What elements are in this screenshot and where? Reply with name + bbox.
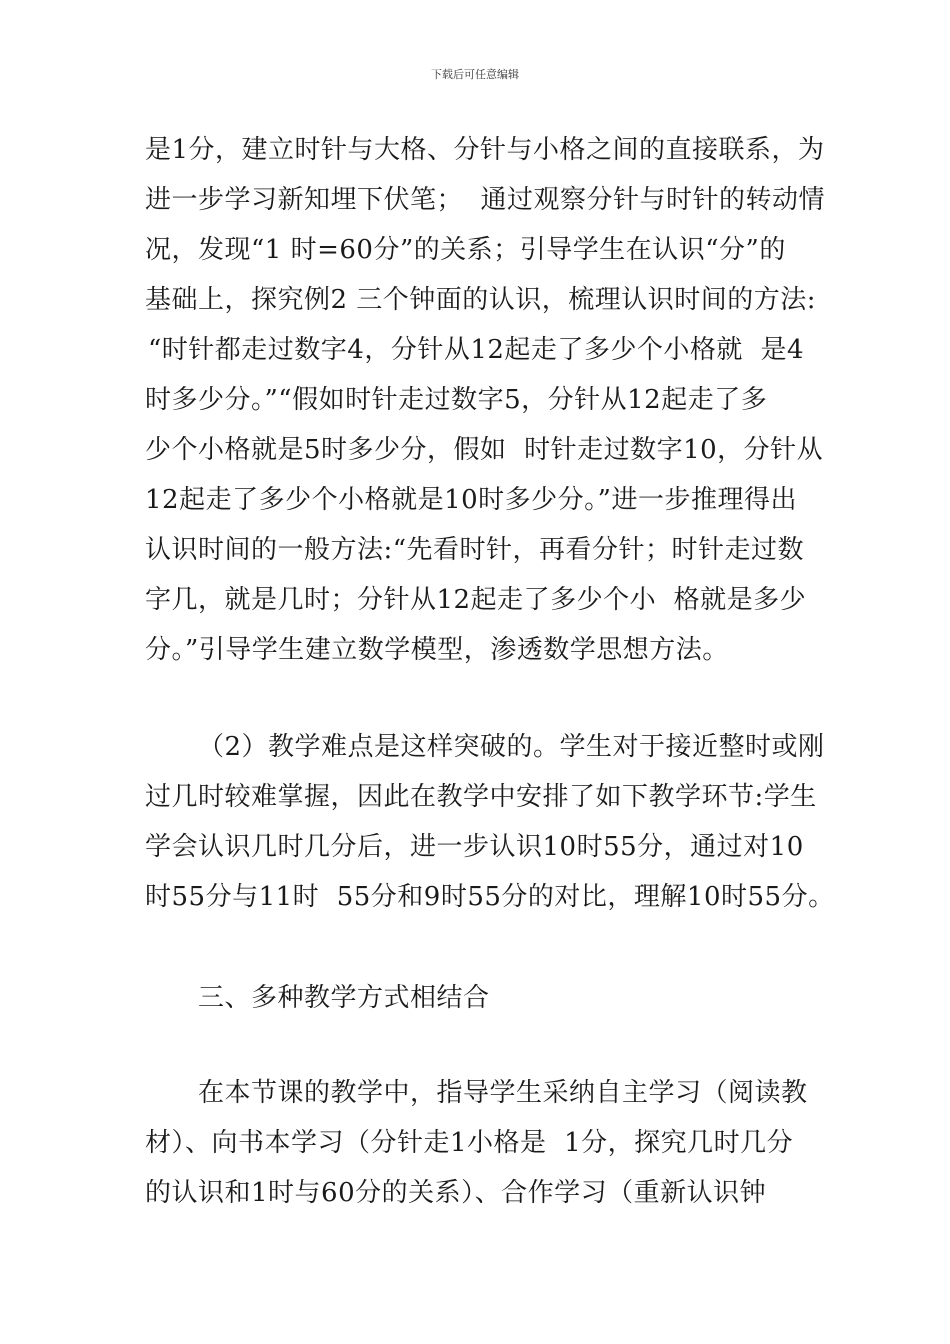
text-line: “时针都走过数字4，分针从12起走了多少个小格就 是4 — [148, 335, 804, 365]
text-line: 少个小格就是5时多少分，假如 时针走过数字10，分针从 — [145, 435, 824, 465]
text-line: 是1分，建立时针与大格、分针与小格之间的直接联系，为 — [145, 135, 825, 165]
text-line: 进一步学习新知埋下伏笔； 通过观察分针与时针的转动情 — [145, 185, 826, 215]
text-line: 认识时间的一般方法:“先看时针，再看分针；时针走过数 — [145, 535, 805, 565]
text-line: 过几时较难掌握，因此在教学中安排了如下教学环节:学生 — [145, 782, 817, 812]
text-line: 时多少分。”“假如时针走过数字5，分针从12起走了多 — [145, 385, 768, 415]
section-heading: 三、多种教学方式相结合 — [198, 983, 490, 1013]
text-line: 基础上，探究例2 三个钟面的认识，梳理认识时间的方法: — [145, 285, 817, 315]
text-line: 材）、向书本学习（分针走1小格是 1分，探究几时几分 — [145, 1128, 794, 1158]
page-header: 下载后可任意编辑 — [431, 68, 519, 81]
text-line: （2）教学难点是这样突破的。学生对于接近整时或刚 — [198, 732, 825, 762]
text-line: 分。”引导学生建立数学模型，渗透数学思想方法。 — [145, 635, 729, 665]
text-line: 的认识和1时与60分的关系）、合作学习（重新认识钟 — [145, 1178, 767, 1208]
text-line: 在本节课的教学中，指导学生采纳自主学习（阅读教 — [198, 1078, 808, 1108]
text-line: 学会认识几时几分后，进一步认识10时55分，通过对10 — [145, 832, 804, 862]
text-line: 12起走了多少个小格就是10时多少分。”进一步推理得出 — [145, 485, 797, 515]
text-line: 况，发现“1 时=60分”的关系；引导学生在认识“分”的 — [145, 235, 786, 265]
text-line: 时55分与11时 55分和9时55分的对比，理解10时55分。 — [145, 882, 835, 912]
text-line: 字几，就是几时；分针从12起走了多少个小 格就是多少 — [145, 585, 807, 615]
